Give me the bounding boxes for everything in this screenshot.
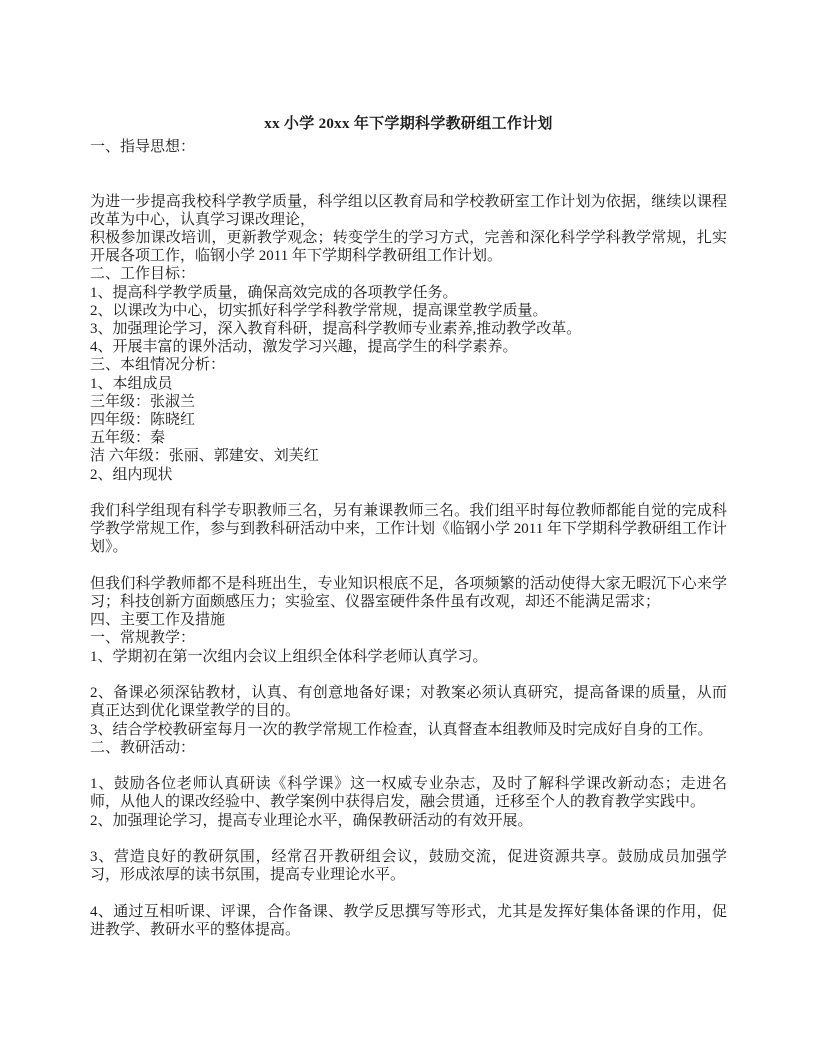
document-body — [90, 138, 727, 939]
blank-line — [90, 484, 727, 502]
blank-line — [90, 174, 727, 192]
paragraph-12: 三年级：张淑兰 — [90, 393, 196, 410]
paragraph-3: 为进一步提高我校科学教学质量，科学组以区教育局和学校教研室工作计划为依据，继续以课程改革为中心，认真学习课改理论， — [90, 193, 727, 228]
blank-line — [90, 757, 727, 775]
document-title: xx 小学 20xx 年下学期科学教研组工作计划 — [264, 116, 553, 132]
paragraph-30: 2、加强理论学习，提高专业理论水平，确保教研活动的有效开展。 — [90, 812, 533, 829]
paragraph-0: 一、指导思想： — [90, 139, 196, 155]
blank-line — [90, 666, 727, 684]
paragraph-16: 2、组内现状 — [90, 466, 173, 483]
paragraph-18: 我们科学组现有科学专职教师三名，另有兼课教师三名。我们组平时每位教师都能自觉的完成科学教学常规工作，参与到教科研活动中来，工作计划《临钢小学 2011 年下学期科学教研组工作计划》。 — [90, 503, 727, 556]
blank-line — [90, 557, 727, 575]
paragraph-13: 四年级：陈晓红 — [90, 412, 196, 429]
blank-line — [90, 884, 727, 902]
paragraph-14: 五年级：秦 — [90, 430, 166, 447]
paragraph-10: 三、本组情况分析： — [90, 357, 226, 374]
paragraph-6: 1、提高科学教学质量，确保高效完成的各项教学任务。 — [90, 284, 458, 301]
paragraph-7: 2、以课改为中心，切实抓好科学学科教学常规，提高课堂教学质量。 — [90, 302, 548, 319]
paragraph-23: 1、学期初在第一次组内会议上组织全体科学老师认真学习。 — [90, 648, 488, 665]
paragraph-32: 3、营造良好的教研氛围，经常召开教研组会议，鼓励交流，促进资源共享。鼓励成员加强学习，形成浓厚的读书氛围，提高专业理论水平。 — [90, 848, 727, 884]
paragraph-11: 1、本组成员 — [90, 375, 173, 392]
paragraph-8: 3、加强理论学习，深入教育科研，提高科学教师专业素养,推动教学改革。 — [90, 321, 582, 338]
paragraph-9: 4、开展丰富的课外活动，激发学习兴趣，提高学生的科学素养。 — [90, 339, 518, 356]
paragraph-25: 2、备课必须深钻教材，认真、有创意地备好课；对教案必须认真研究，提高备课的质量，从而真正达到优化课堂教学的目的。 — [90, 685, 727, 720]
paragraph-5: 二、工作目标： — [90, 266, 196, 283]
paragraph-20: 但我们科学教师都不是科班出生，专业知识根底不足，各项频繁的活动使得大家无暇沉下心来学习；科技创新方面颇感压力；实验室、仪器室硬件条件虽有改观，却还不能满足需求； — [90, 575, 727, 611]
paragraph-15: 洁 六年级：张丽、郭建安、刘芙红 — [90, 448, 319, 465]
paragraph-26: 3、结合学校教研室每月一次的教学常规工作检查，认真督查本组教师及时完成好自身的工作。 — [90, 721, 713, 738]
blank-line — [90, 156, 727, 174]
paragraph-27: 二、教研活动： — [90, 739, 196, 756]
paragraph-22: 一、常规教学： — [90, 630, 196, 647]
paragraph-4: 积极参加课改培训，更新教学观念；转变学生的学习方式，完善和深化科学学科教学常规，扎实开展各项工作，临钢小学 2011 年下学期科学教研组工作计划。 — [90, 230, 727, 265]
paragraph-29: 1、鼓励各位老师认真研读《科学课》这一权威专业杂志，及时了解科学课改新动态；走进名师，从他人的课改经验中、教学案例中获得启发，融会贯通，迁移至个人的教育教学实践中。 — [90, 776, 727, 811]
blank-line — [90, 830, 727, 848]
paragraph-21: 四、主要工作及措施 — [90, 612, 226, 629]
paragraph-34: 4、通过互相听课、评课，合作备课、教学反思撰写等形式，尤其是发挥好集体备课的作用，促进教学、教研水平的整体提高。 — [90, 903, 727, 938]
